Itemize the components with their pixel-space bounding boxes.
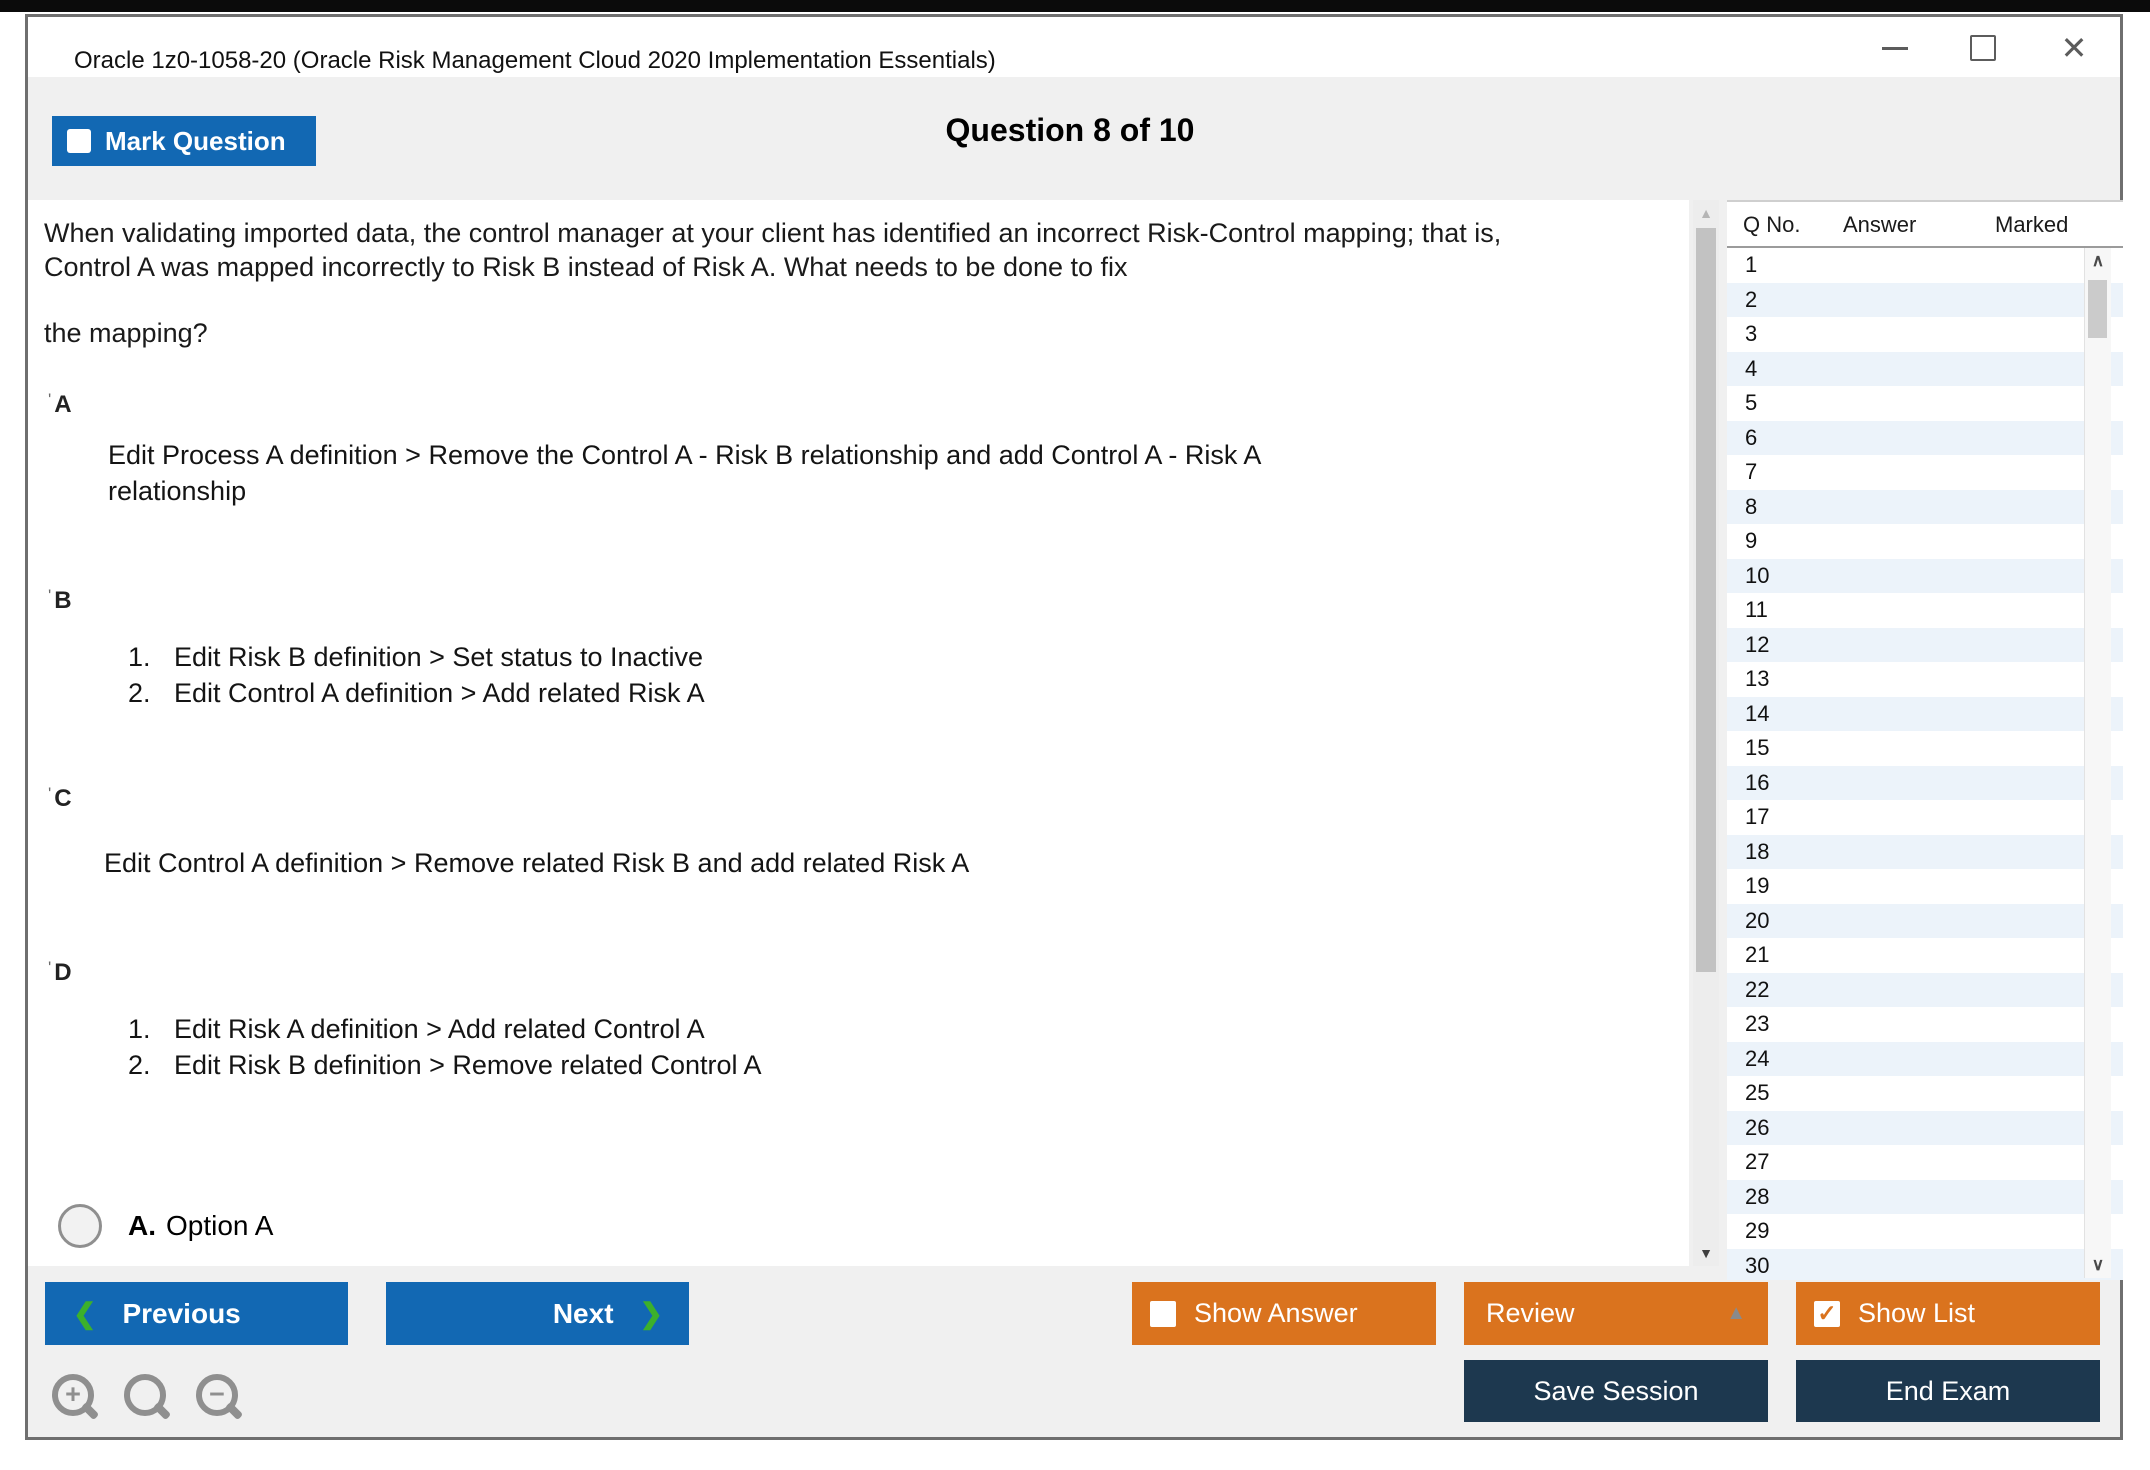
table-row[interactable] xyxy=(1727,938,2123,973)
title-bar xyxy=(28,17,2120,77)
option-a-letter: ' A xyxy=(48,390,72,418)
review-button[interactable] xyxy=(1464,1282,1768,1345)
question-list-scrollbar[interactable] xyxy=(2084,248,2111,1278)
zoom-out-icon[interactable]: − xyxy=(196,1374,244,1422)
question-text-line: Control A was mapped incorrectly to Risk B instead of Risk A. What needs to be done to fix xyxy=(44,252,1128,282)
qno-cell: 17 xyxy=(1745,804,1770,830)
window-title: Oracle 1z0-1058-20 (Oracle Risk Management Cloud 2020 Implementation Essentials) xyxy=(74,47,996,74)
table-row[interactable] xyxy=(1727,248,2123,283)
magnifier-icon[interactable] xyxy=(124,1374,172,1422)
option-b-item: 1. Edit Risk B definition > Set status to Inactive xyxy=(128,642,704,672)
option-c-letter: ' C xyxy=(48,784,72,812)
option-b-letter: ' B xyxy=(48,586,72,614)
caret-up-icon: ▲ xyxy=(1726,1302,1746,1324)
table-row[interactable] xyxy=(1727,1145,2123,1180)
table-row[interactable] xyxy=(1727,973,2123,1008)
option-d-item: 2. Edit Risk B definition > Remove related Control A xyxy=(128,1050,762,1080)
next-button[interactable] xyxy=(386,1282,689,1345)
question-text-line: the mapping? xyxy=(44,318,208,348)
mark-question-checkbox[interactable] xyxy=(67,129,91,153)
table-row[interactable] xyxy=(1727,1042,2123,1077)
table-row[interactable] xyxy=(1727,731,2123,766)
close-icon: ✕ xyxy=(2060,30,2088,66)
qno-cell: 10 xyxy=(1745,562,1770,588)
option-tick: ' xyxy=(48,958,52,977)
question-list-table xyxy=(1727,200,2123,1280)
column-header-qno: Q No. xyxy=(1743,212,1801,237)
review-label: Review xyxy=(1486,1298,1575,1328)
option-tick: ' xyxy=(48,390,52,409)
qno-cell: 15 xyxy=(1745,735,1770,761)
show-list-button[interactable] xyxy=(1796,1282,2100,1345)
list-number: 1. xyxy=(128,1014,151,1044)
previous-label: Previous xyxy=(122,1297,241,1329)
save-session-button[interactable] xyxy=(1464,1360,1768,1422)
table-row[interactable] xyxy=(1727,524,2123,559)
qno-cell: 8 xyxy=(1745,493,1758,519)
option-tick: ' xyxy=(48,784,52,803)
table-row[interactable] xyxy=(1727,1214,2123,1249)
table-row[interactable] xyxy=(1727,1007,2123,1042)
qno-cell: 29 xyxy=(1745,1218,1770,1244)
zoom-toolbar xyxy=(52,1374,244,1422)
zoom-in-icon[interactable]: + xyxy=(52,1374,100,1422)
column-header-marked: Marked xyxy=(1995,212,2069,237)
chevron-right-icon: ❯ xyxy=(639,1298,663,1329)
table-row[interactable] xyxy=(1727,317,2123,352)
table-row[interactable] xyxy=(1727,1180,2123,1215)
list-scroll-down-icon[interactable]: ∨ xyxy=(2091,1255,2105,1274)
qno-cell: 5 xyxy=(1745,390,1758,416)
question-counter: Question 8 of 10 xyxy=(945,112,1195,148)
option-b-item: 2. Edit Control A definition > Add related Risk A xyxy=(128,678,705,708)
main-scrollbar-thumb[interactable] xyxy=(1696,228,1716,972)
list-number: 2. xyxy=(128,1050,151,1080)
qno-cell: 4 xyxy=(1745,355,1758,381)
table-row[interactable] xyxy=(1727,904,2123,939)
show-answer-checkbox[interactable] xyxy=(1150,1301,1176,1327)
qno-cell: 14 xyxy=(1745,700,1770,726)
qno-cell: 26 xyxy=(1745,1114,1770,1140)
minimize-icon xyxy=(1882,47,1908,50)
scroll-up-icon[interactable]: ▲ xyxy=(1699,205,1713,221)
option-d-letter: ' D xyxy=(48,958,72,986)
list-number: 2. xyxy=(128,678,151,708)
qno-cell: 20 xyxy=(1745,907,1770,933)
table-row[interactable] xyxy=(1727,766,2123,801)
qno-cell: 11 xyxy=(1745,597,1768,623)
qno-cell: 28 xyxy=(1745,1183,1770,1209)
qno-cell: 21 xyxy=(1745,942,1770,968)
table-row[interactable] xyxy=(1727,559,2123,594)
question-panel xyxy=(28,200,1689,1266)
close-button[interactable] xyxy=(2047,28,2101,68)
table-row[interactable] xyxy=(1727,593,2123,628)
answer-option-a-row[interactable] xyxy=(58,1204,273,1248)
table-row[interactable] xyxy=(1727,628,2123,663)
question-list-rows xyxy=(1727,248,2123,1280)
table-row[interactable] xyxy=(1727,421,2123,456)
qno-cell: 2 xyxy=(1745,286,1758,312)
qno-cell: 18 xyxy=(1745,838,1770,864)
qno-cell: 24 xyxy=(1745,1045,1770,1071)
option-tick: ' xyxy=(48,586,52,605)
qno-cell: 30 xyxy=(1745,1252,1770,1278)
option-d-item: 1. Edit Risk A definition > Add related Control A xyxy=(128,1014,705,1044)
qno-cell: 13 xyxy=(1745,666,1770,692)
table-row[interactable] xyxy=(1727,1111,2123,1146)
question-list-header xyxy=(1727,202,2123,248)
screen-top-strip xyxy=(0,0,2150,12)
table-row[interactable] xyxy=(1727,1076,2123,1111)
option-a-text: relationship xyxy=(108,476,247,506)
save-session-label: Save Session xyxy=(1533,1375,1699,1406)
show-list-label: Show List xyxy=(1858,1298,1976,1328)
table-row[interactable] xyxy=(1727,386,2123,421)
check-icon: ✓ xyxy=(1817,1300,1837,1326)
scroll-down-icon[interactable]: ▼ xyxy=(1699,1245,1713,1261)
table-row[interactable] xyxy=(1727,490,2123,525)
qno-cell: 3 xyxy=(1745,321,1758,347)
qno-cell: 27 xyxy=(1745,1149,1770,1175)
table-row[interactable] xyxy=(1727,1249,2123,1281)
qno-cell: 1 xyxy=(1745,252,1758,278)
option-c-text: Edit Control A definition > Remove related Risk B and add related Risk A xyxy=(104,848,970,878)
show-answer-button[interactable] xyxy=(1132,1282,1436,1345)
maximize-button[interactable] xyxy=(1956,28,2010,68)
option-a-text: Edit Process A definition > Remove the Control A - Risk B relationship and add Control A - Risk A xyxy=(108,440,1262,470)
qno-cell: 19 xyxy=(1745,873,1770,899)
option-a-label: A. Option A xyxy=(128,1210,274,1241)
qno-cell: 16 xyxy=(1745,769,1770,795)
option-a-radio[interactable] xyxy=(58,1204,102,1248)
list-scrollbar-thumb[interactable] xyxy=(2088,280,2107,338)
maximize-icon xyxy=(1970,35,1996,61)
qno-cell: 7 xyxy=(1745,459,1758,485)
column-header-answer: Answer xyxy=(1843,212,1917,237)
table-row[interactable] xyxy=(1727,662,2123,697)
mark-question-button[interactable] xyxy=(52,116,316,166)
previous-button[interactable] xyxy=(45,1282,348,1345)
qno-cell: 25 xyxy=(1745,1080,1770,1106)
qno-cell: 22 xyxy=(1745,976,1770,1002)
question-text-line: When validating imported data, the control manager at your client has identified an incorrect Risk-Control mapping; that is, xyxy=(44,218,1502,248)
qno-cell: 12 xyxy=(1745,631,1770,657)
mark-question-label: Mark Question xyxy=(105,125,286,156)
table-row[interactable] xyxy=(1727,455,2123,490)
table-row[interactable] xyxy=(1727,283,2123,318)
list-number: 1. xyxy=(128,642,151,672)
table-row[interactable] xyxy=(1727,869,2123,904)
qno-cell: 9 xyxy=(1745,528,1758,554)
next-label: Next xyxy=(552,1297,614,1329)
main-scrollbar[interactable] xyxy=(1693,200,1719,1266)
table-row[interactable] xyxy=(1727,697,2123,732)
chevron-left-icon: ❮ xyxy=(73,1298,97,1329)
table-row[interactable] xyxy=(1727,800,2123,835)
show-list-checkbox[interactable] xyxy=(1814,1301,1840,1327)
end-exam-label: End Exam xyxy=(1885,1375,2011,1406)
qno-cell: 23 xyxy=(1745,1011,1770,1037)
qno-cell: 6 xyxy=(1745,424,1758,450)
table-row[interactable] xyxy=(1727,352,2123,387)
table-row[interactable] xyxy=(1727,835,2123,870)
list-scroll-up-icon[interactable]: ∧ xyxy=(2091,251,2105,270)
end-exam-button[interactable] xyxy=(1796,1360,2100,1422)
minimize-button[interactable] xyxy=(1868,28,1922,68)
show-answer-label: Show Answer xyxy=(1194,1298,1358,1328)
